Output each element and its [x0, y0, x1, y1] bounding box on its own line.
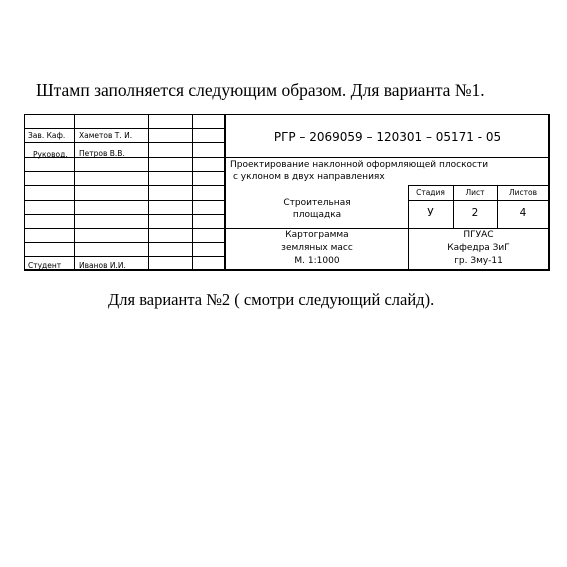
- grid-line: [25, 228, 226, 229]
- grid-line: [25, 185, 226, 186]
- sheets-header: Листов: [508, 188, 537, 197]
- drawing-line2: земляных масс: [281, 243, 353, 253]
- org-line3: гр. Змy-11: [454, 256, 503, 266]
- stage-header: Стадия: [416, 188, 445, 197]
- grid-line: [226, 228, 549, 229]
- sheets-value: 4: [519, 207, 527, 219]
- role-label: Студент: [28, 261, 62, 270]
- grid-line: [74, 115, 75, 270]
- title-block-stamp: [24, 114, 550, 271]
- project-title-line1: Проектирование наклонной оформляющей плоскости: [230, 160, 489, 170]
- project-title-line2: с уклоном в двух направлениях: [233, 172, 385, 182]
- footer-note: Для варианта №2 ( смотри следующий слайд).: [108, 290, 435, 309]
- grid-line: [25, 200, 226, 201]
- role-label: Руковод.: [33, 150, 68, 159]
- person-name: Петров В.В.: [79, 149, 125, 158]
- sheet-header: Лист: [465, 188, 485, 197]
- grid-line: [408, 200, 549, 201]
- grid-line: [25, 128, 226, 129]
- sheet-value: 2: [471, 207, 479, 219]
- stage-value: У: [427, 207, 434, 219]
- org-line2: Кафедра ЗиГ: [447, 243, 510, 253]
- grid-line: [192, 115, 193, 270]
- grid-line: [148, 115, 149, 270]
- person-name: Иванов И.И.: [79, 261, 126, 270]
- page-heading: Штамп заполняется следующим образом. Для варианта №1.: [36, 80, 485, 100]
- grid-line: [25, 171, 226, 172]
- document-code: РГР – 2069059 – 120301 – 05171 - 05: [273, 130, 502, 144]
- object-line2: площадка: [292, 210, 342, 220]
- grid-line: [25, 242, 226, 243]
- grid-line: [25, 256, 226, 257]
- grid-line: [226, 157, 549, 158]
- grid-line: [25, 142, 226, 143]
- person-name: Хаметов Т. И.: [79, 131, 133, 140]
- org-line1: ПГУАС: [463, 230, 494, 240]
- object-line1: Строительная: [283, 198, 351, 208]
- drawing-scale: М. 1:1000: [294, 256, 340, 266]
- grid-line: [408, 185, 549, 186]
- drawing-line1: Картограмма: [285, 230, 349, 240]
- grid-line: [25, 214, 226, 215]
- role-label: Зав. Каф.: [28, 131, 66, 140]
